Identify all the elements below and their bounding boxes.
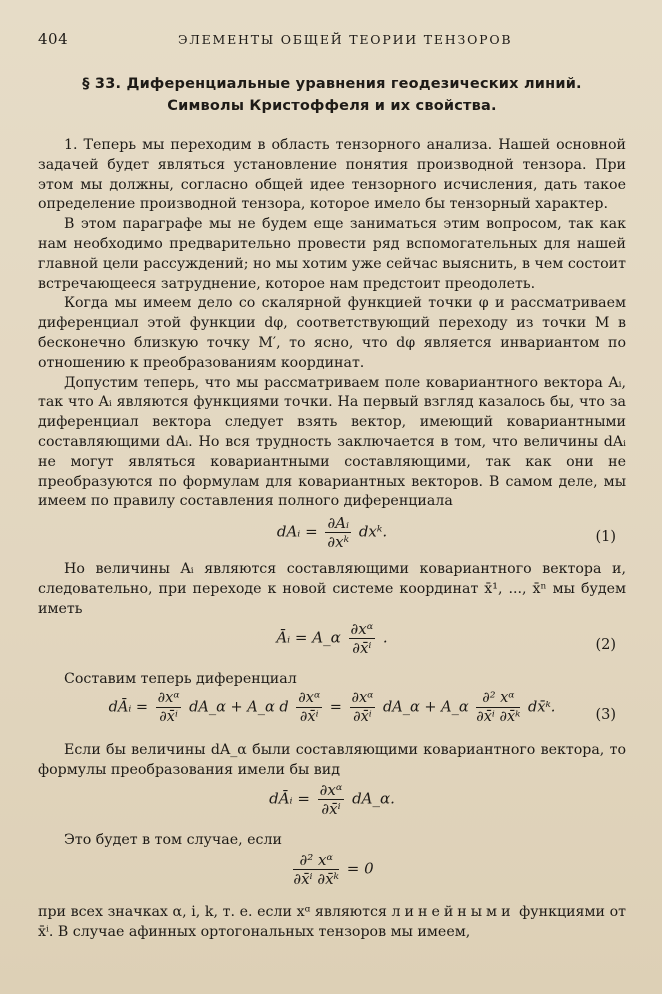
equation-number-1: (1): [595, 529, 616, 546]
eq3-middle-1: dA_α + A_α d: [189, 699, 289, 716]
equation-5: [38, 851, 626, 903]
eq3-f2-numerator: ∂xᵅ: [298, 690, 321, 707]
section-heading: [38, 73, 626, 117]
paragraph-compose-differential: Составим теперь диференциал: [64, 670, 297, 687]
paragraph-linear-functions: [38, 903, 626, 943]
eq5-fraction: [293, 851, 339, 888]
eq3-fraction-1: [156, 689, 182, 726]
eq3-f3-numerator: ∂xᵅ: [351, 690, 374, 707]
eq3-f1-numerator: ∂xᵅ: [157, 690, 180, 707]
paragraph-if-covariant: Если бы величины dA_α были составляющими ковариантного вектора, то формулы преобразования имели бы вид: [38, 742, 626, 779]
eq5-denominator: ∂x̄ⁱ ∂x̄ᵏ: [293, 869, 340, 888]
equation-number-3: (3): [595, 707, 616, 724]
eq2-rhs: .: [382, 628, 388, 647]
eq3-f4-denominator: ∂x̄ⁱ ∂x̄ᵏ: [476, 709, 521, 726]
paragraph-condition: Это будет в том случае, если: [64, 831, 282, 848]
eq3-equals: =: [329, 699, 342, 716]
eq1-denominator: ∂xᵏ: [327, 533, 350, 552]
paragraph-difficulty: В этом параграфе мы не будем еще заниматься этим вопросом, так как нам необходимо предварительно провести ряд вспомогательных для нашей главной цели рассуждений; но мы хотим уже сейчас выяснить, в чем состоит встречающееся затруднение, которое нам предстоит преодолеть.: [38, 216, 626, 292]
eq2-fraction: [349, 620, 376, 657]
eq4-fraction: [318, 781, 345, 818]
eq1-lhs: dAᵢ =: [276, 522, 318, 541]
equation-4: [38, 781, 626, 831]
eq5-numerator: ∂² xᵅ: [293, 851, 339, 870]
section-heading-line-2: Символы Кристоффеля и их свойства.: [167, 98, 497, 114]
eq4-rhs: dA_α.: [352, 789, 395, 808]
paragraph-linear-part-b: функциями от x̄ⁱ. В случае афинных ортогональных тензоров мы имеем,: [38, 903, 626, 940]
eq2-numerator: ∂xᵅ: [350, 619, 374, 638]
paragraph-scalar-differential: Когда мы имеем дело со скалярной функцией точки φ и рассматриваем диференциал этой функции dφ, соответствующий переходу из точки M в бесконечно близкую точку M′, то ясно, что dφ является инвариантом по отношению к преобразованиям координат.: [38, 295, 626, 371]
eq3-fraction-2: [296, 689, 322, 726]
paragraph-linear-part-a: при всех значках α, i, k, т. е. если xᵅ являются: [38, 903, 392, 920]
eq3-middle-2: dA_α + A_α: [382, 699, 469, 716]
eq1-fraction: [325, 514, 351, 551]
eq4-lhs: dĀᵢ =: [269, 789, 310, 808]
equation-2: [38, 620, 626, 670]
eq2-lhs: Āᵢ = A_α: [276, 628, 341, 647]
equation-3: [38, 689, 626, 741]
eq3-f3-denominator: ∂x̄ⁱ: [353, 709, 372, 726]
running-title: ЭЛЕМЕНТЫ ОБЩЕЙ ТЕОРИИ ТЕНЗОРОВ: [178, 32, 513, 47]
section-heading-line-1: § 33. Диференциальные уравнения геодезических линий.: [82, 76, 582, 92]
eq4-numerator: ∂xᵅ: [319, 780, 343, 799]
eq3-f2-denominator: ∂x̄ⁱ: [299, 709, 319, 726]
running-head: [38, 30, 626, 52]
eq1-numerator: ∂Aᵢ: [327, 514, 350, 533]
eq1-rhs: dxᵏ.: [358, 522, 388, 541]
eq3-fraction-4: [476, 689, 520, 726]
paragraph-covariant-field: Допустим теперь, что мы рассматриваем поле ковариантного вектора Aᵢ, так что Aᵢ являются функциями точки. На первый взгляд казалось бы, что за диференциал вектора следует взять вектор, имеющий ковариантными составляющими dAᵢ. Но вся трудность заключается в том, что величины dAᵢ не могут являться ковариантными составляющими, так как они не преобразуются по формулам для ковариантных векторов. В самом деле, мы имеем по правилу составления полного диференциала: [38, 374, 626, 510]
equation-1: [38, 514, 626, 560]
eq4-denominator: ∂x̄ⁱ: [321, 799, 341, 818]
paragraph-transform-intro: Но величины Aᵢ являются составляющими ковариантного вектора и, следовательно, при переходе к новой системе координат x̄¹, ..., x̄ⁿ мы будем иметь: [38, 561, 626, 617]
paragraph-linear-spaced-word: линейными: [391, 903, 515, 920]
eq3-rhs: dx̄ᵏ.: [528, 699, 556, 716]
paragraph-intro: 1. Теперь мы переходим в область тензорного анализа. Нашей основной задачей будет являться установление понятия производной тензора. При этом мы должны, согласно общей идее тензорного исчисления, дать такое определение производной тензора, которое имело бы тензорный характер.: [38, 137, 626, 213]
page-number: 404: [38, 30, 69, 48]
eq3-f4-numerator: ∂² xᵅ: [476, 689, 520, 708]
eq3-lhs: dĀᵢ =: [108, 699, 149, 716]
equation-number-2: (2): [595, 636, 616, 653]
eq3-f1-denominator: ∂x̄ⁱ: [159, 709, 178, 726]
eq2-denominator: ∂x̄ⁱ: [352, 638, 372, 657]
eq5-rhs: = 0: [346, 859, 374, 878]
eq3-fraction-3: [350, 689, 376, 726]
